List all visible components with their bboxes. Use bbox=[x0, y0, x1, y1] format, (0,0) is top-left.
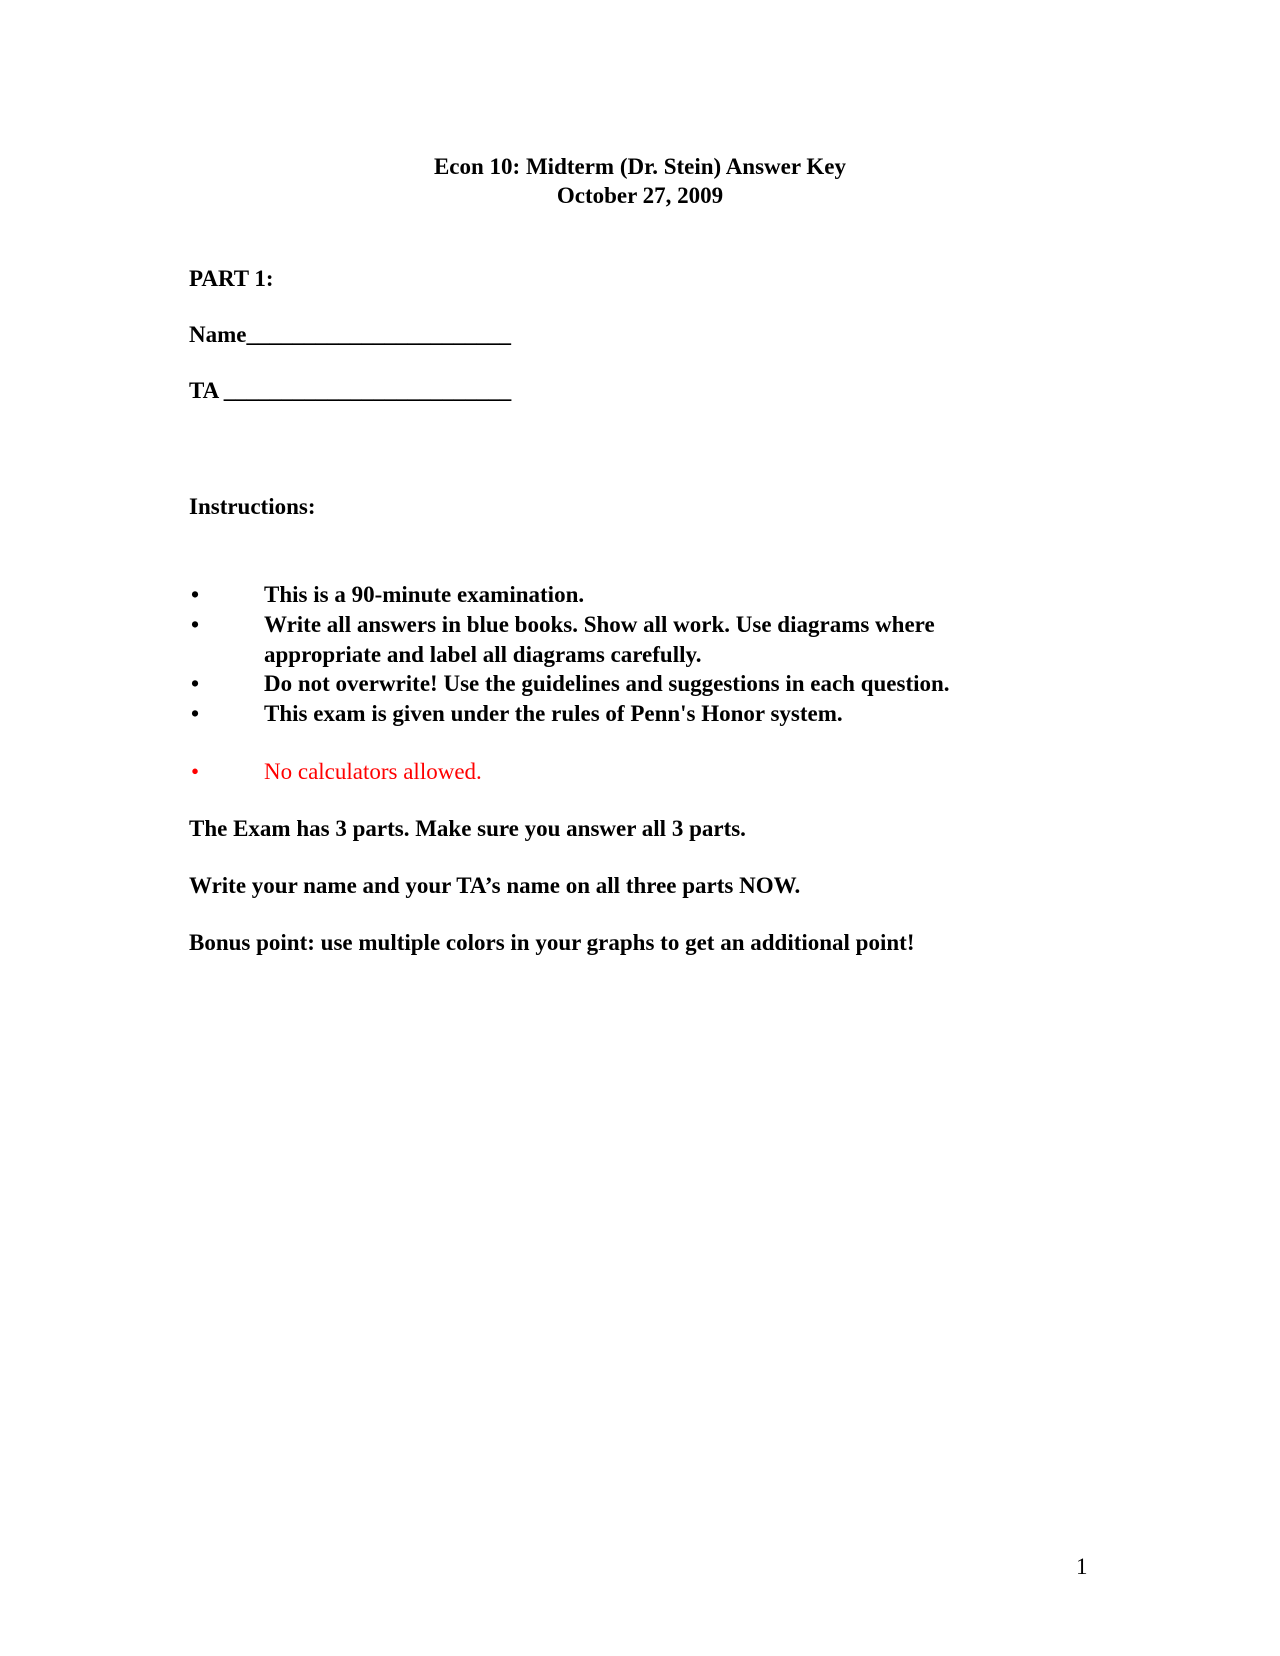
bullet-icon: • bbox=[190, 671, 200, 696]
list-item-text: This exam is given under the rules of Penn's Honor system. bbox=[264, 701, 843, 726]
document-title: Econ 10: Midterm (Dr. Stein) Answer Key bbox=[433, 154, 847, 179]
list-item-text: No calculators allowed. bbox=[264, 759, 482, 784]
page-number: 1 bbox=[1076, 1554, 1088, 1579]
part-label: PART 1: bbox=[189, 266, 274, 291]
bullet-icon: • bbox=[190, 701, 200, 726]
list-item-text: This is a 90-minute examination. bbox=[264, 582, 585, 607]
instructions-heading: Instructions: bbox=[189, 494, 316, 519]
ta-field: TA _________________________ bbox=[189, 378, 512, 403]
write-names-note: Write your name and your TA’s name on all three parts NOW. bbox=[189, 873, 801, 898]
parts-note: The Exam has 3 parts. Make sure you answer all 3 parts. bbox=[189, 816, 746, 841]
bonus-note: Bonus point: use multiple colors in your graphs to get an additional point! bbox=[189, 930, 915, 955]
list-item-text: Do not overwrite! Use the guidelines and suggestions in each question. bbox=[264, 671, 950, 696]
bullet-icon: • bbox=[190, 582, 200, 607]
bullet-icon: • bbox=[190, 759, 200, 784]
bullet-icon: • bbox=[190, 612, 200, 637]
name-field: Name_______________________ bbox=[189, 322, 511, 347]
document-date: October 27, 2009 bbox=[556, 183, 724, 208]
list-item-text: Write all answers in blue books. Show all work. Use diagrams where appropriate and label all diagrams carefully. bbox=[264, 612, 935, 667]
